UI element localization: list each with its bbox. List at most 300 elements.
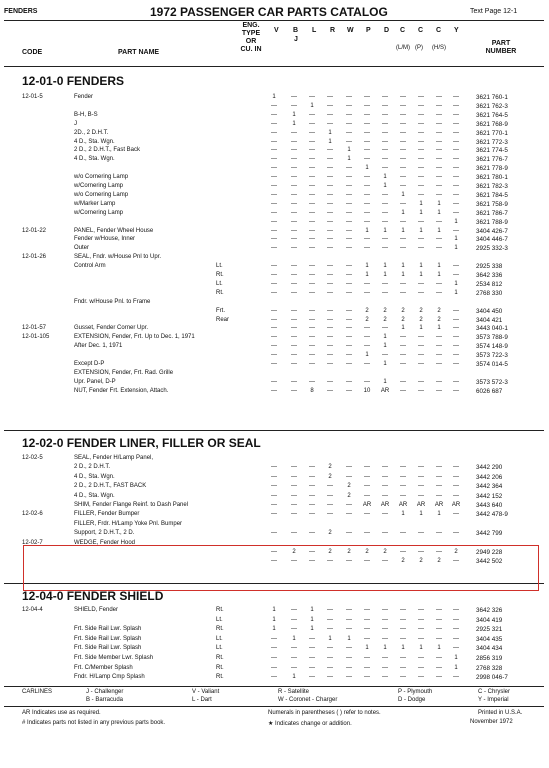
- row-carline-qty: —: [346, 645, 352, 652]
- row-carline-qty: —: [400, 616, 406, 623]
- row-carline-qty: —: [400, 102, 406, 109]
- row-carline-qty: —: [453, 307, 459, 314]
- row-carline-qty: —: [453, 473, 459, 480]
- row-carline-qty: 1: [292, 111, 296, 118]
- row-carline-qty: 2: [383, 307, 387, 314]
- row-carline-qty: —: [400, 129, 406, 136]
- row-part-number: 2534 812: [476, 280, 503, 288]
- row-carline-qty: —: [418, 174, 424, 181]
- row-carline-qty: —: [346, 272, 352, 278]
- row-carline-qty: —: [346, 325, 352, 332]
- row-carline-qty: —: [291, 387, 297, 394]
- row-carline-qty: 1: [454, 280, 458, 287]
- row-carline-qty: —: [418, 473, 424, 480]
- row-part-number: 3442 478-9: [476, 511, 508, 519]
- row-carline-qty: —: [418, 129, 424, 136]
- row-part-number: 3621 780-1: [476, 174, 508, 182]
- row-carline-qty: —: [309, 530, 315, 537]
- row-part-number: 3642 336: [476, 272, 503, 279]
- row-carline-qty: —: [327, 325, 333, 332]
- row-part-number: 3442 290: [476, 464, 503, 472]
- row-carline-qty: —: [453, 607, 459, 613]
- row-carline-qty: —: [453, 174, 459, 181]
- row-carline-qty: —: [327, 94, 333, 100]
- note-not-listed: # Indicates parts not listed in any previous parts book.: [22, 720, 166, 726]
- row-carline-qty: —: [309, 147, 315, 154]
- row-carline-qty: —: [418, 607, 424, 613]
- row-part-number: 3404 419: [476, 616, 503, 624]
- row-carline-qty: —: [382, 289, 388, 296]
- row-carline-qty: —: [346, 183, 352, 189]
- row-carline-qty: —: [327, 272, 333, 278]
- note-as-required: AR Indicates use as required.: [22, 710, 101, 716]
- row-carline-qty: —: [364, 94, 370, 100]
- row-carline-qty: —: [364, 111, 370, 118]
- row-part-name: EXTENSION, Fender, Frt. Up to Dec. 1, 1971: [74, 334, 195, 341]
- row-carline-qty: —: [309, 464, 315, 471]
- row-carline-qty: 1: [437, 227, 441, 234]
- row-carline-qty: 1: [272, 94, 276, 100]
- row-carline-qty: 1: [383, 272, 387, 278]
- col-c2: C: [418, 27, 424, 34]
- row-carline-qty: 1: [454, 245, 458, 252]
- row-carline-qty: —: [418, 245, 424, 252]
- row-carline-qty: —: [400, 655, 406, 661]
- row-carline-qty: —: [400, 473, 406, 480]
- row-carline-qty: —: [291, 334, 297, 341]
- page-number: Text Page 12-1: [470, 8, 518, 15]
- row-carline-qty: —: [309, 94, 315, 100]
- row-carline-qty: —: [418, 674, 424, 681]
- row-carline-qty: 2: [328, 530, 332, 537]
- row-carline-qty: —: [436, 174, 442, 181]
- row-carline-qty: —: [364, 361, 370, 367]
- row-carline-qty: —: [309, 549, 315, 555]
- row-carline-qty: —: [436, 387, 442, 394]
- row-carline-qty: —: [327, 263, 333, 270]
- row-carline-qty: —: [382, 138, 388, 145]
- row-carline-qty: —: [364, 183, 370, 189]
- row-carline-qty: —: [271, 334, 277, 341]
- row-carline-qty: —: [436, 165, 442, 172]
- row-side: Rt.: [216, 626, 224, 633]
- row-carline-qty: 1: [310, 616, 314, 623]
- row-carline-qty: —: [400, 138, 406, 145]
- row-part-number: 3574 148-9: [476, 343, 508, 351]
- row-carline-qty: —: [271, 209, 277, 216]
- row-carline-qty: —: [400, 218, 406, 225]
- row-carline-qty: 2: [419, 316, 423, 323]
- row-carline-qty: —: [291, 156, 297, 163]
- row-carline-qty: —: [453, 316, 459, 323]
- row-carline-qty: —: [309, 645, 315, 652]
- carlines-bottom-rule: [4, 706, 544, 707]
- row-carline-qty: 2: [419, 307, 423, 314]
- row-carline-qty: —: [271, 245, 277, 252]
- row-carline-qty: —: [436, 655, 442, 661]
- row-carline-qty: —: [436, 464, 442, 471]
- row-carline-qty: —: [382, 664, 388, 671]
- row-carline-qty: —: [291, 607, 297, 613]
- row-side: Rt.: [216, 655, 224, 661]
- row-carline-qty: 1: [292, 120, 296, 127]
- row-carline-qty: 1: [383, 343, 387, 350]
- row-carline-qty: —: [418, 361, 424, 367]
- row-carline-qty: —: [309, 664, 315, 671]
- row-carline-qty: 1: [437, 200, 441, 207]
- row-part-number: 3404 435: [476, 635, 503, 643]
- row-part-number: 3621 788-9: [476, 218, 508, 226]
- row-carline-qty: —: [291, 464, 297, 471]
- col-c1-sub: (L/M): [396, 45, 410, 51]
- row-carline-qty: —: [382, 674, 388, 681]
- row-carline-qty: 1: [401, 272, 405, 278]
- row-carline-qty: —: [418, 530, 424, 537]
- row-carline-qty: —: [436, 94, 442, 100]
- row-part-number: 3443 040-1: [476, 325, 508, 333]
- row-part-number: 2856 319: [476, 655, 503, 662]
- carline-barracuda: B - Barracuda: [86, 697, 124, 703]
- row-carline-qty: —: [453, 191, 459, 198]
- row-carline-qty: —: [382, 129, 388, 136]
- row-carline-qty: —: [418, 191, 424, 198]
- row-carline-qty: —: [382, 511, 388, 518]
- row-side: Lt.: [216, 263, 223, 270]
- row-carline-qty: —: [418, 289, 424, 296]
- row-carline-qty: —: [327, 334, 333, 341]
- row-carline-qty: —: [453, 558, 459, 565]
- row-carline-qty: 1: [272, 626, 276, 633]
- row-carline-qty: —: [436, 626, 442, 633]
- row-carline-qty: —: [400, 483, 406, 490]
- row-code: 12-01-26: [22, 254, 47, 261]
- col-code: CODE: [22, 49, 43, 56]
- row-carline-qty: —: [418, 94, 424, 100]
- row-carline-qty: —: [436, 138, 442, 145]
- row-carline-qty: —: [364, 174, 370, 181]
- row-carline-qty: —: [327, 607, 333, 613]
- row-carline-qty: —: [364, 664, 370, 671]
- row-carline-qty: —: [327, 483, 333, 490]
- page-title: 1972 PASSENGER CAR PARTS CATALOG: [150, 5, 388, 19]
- col-r: R: [330, 27, 336, 34]
- row-part-name: w/Cornering Lamp: [74, 209, 124, 216]
- row-carline-qty: —: [327, 645, 333, 652]
- row-carline-qty: —: [453, 334, 459, 341]
- row-carline-qty: 2: [328, 464, 332, 471]
- row-part-number: 3621 784-5: [476, 191, 508, 199]
- row-part-number: 2949 228: [476, 549, 503, 556]
- row-carline-qty: 2: [292, 549, 296, 555]
- row-carline-qty: 1: [419, 263, 423, 270]
- row-carline-qty: —: [364, 483, 370, 490]
- row-part-name: NUT, Fender Frt. Extension, Attach.: [74, 387, 169, 394]
- row-code: 12-01-57: [22, 325, 47, 332]
- row-carline-qty: —: [346, 289, 352, 296]
- row-carline-qty: 1: [383, 174, 387, 181]
- row-carline-qty: —: [327, 616, 333, 623]
- row-carline-qty: —: [382, 94, 388, 100]
- row-carline-qty: 2: [347, 483, 351, 490]
- row-carline-qty: —: [271, 227, 277, 234]
- row-part-name: Fender: [74, 94, 94, 100]
- row-carline-qty: —: [346, 209, 352, 216]
- row-part-number: 3442 502: [476, 558, 503, 566]
- row-carline-qty: —: [400, 280, 406, 287]
- row-carline-qty: —: [271, 361, 277, 367]
- row-carline-qty: —: [291, 645, 297, 652]
- header-rule: [4, 20, 544, 21]
- row-carline-qty: —: [327, 245, 333, 252]
- row-carline-qty: —: [418, 183, 424, 189]
- row-code: 12-01-105: [22, 334, 50, 341]
- row-carline-qty: —: [271, 236, 277, 243]
- row-carline-qty: —: [309, 558, 315, 565]
- row-carline-qty: 2: [383, 316, 387, 323]
- row-carline-qty: —: [327, 307, 333, 314]
- row-carline-qty: —: [364, 334, 370, 341]
- row-carline-qty: —: [453, 102, 459, 109]
- row-carline-qty: —: [346, 138, 352, 145]
- row-carline-qty: 1: [401, 191, 405, 198]
- row-carline-qty: —: [418, 120, 424, 127]
- row-carline-qty: 1: [365, 165, 369, 172]
- row-carline-qty: —: [271, 111, 277, 118]
- row-carline-qty: 1: [347, 635, 351, 642]
- row-carline-qty: —: [382, 473, 388, 480]
- row-carline-qty: —: [382, 607, 388, 613]
- row-carline-qty: 2: [365, 316, 369, 323]
- row-carline-qty: —: [309, 343, 315, 350]
- row-carline-qty: —: [400, 492, 406, 499]
- row-carline-qty: —: [291, 352, 297, 359]
- row-carline-qty: —: [418, 218, 424, 225]
- row-carline-qty: —: [309, 674, 315, 681]
- row-carline-qty: —: [436, 473, 442, 480]
- row-carline-qty: —: [400, 183, 406, 189]
- row-carline-qty: —: [291, 316, 297, 323]
- row-part-name: J: [74, 120, 77, 127]
- row-part-number: 3442 364: [476, 483, 503, 491]
- row-part-name: 2 D., 2 D.H.T., Fast Back: [74, 147, 141, 154]
- carlines-top-rule: [4, 686, 544, 687]
- row-carline-qty: —: [327, 227, 333, 234]
- row-carline-qty: —: [291, 492, 297, 499]
- row-carline-qty: —: [327, 626, 333, 633]
- row-carline-qty: 1: [454, 655, 458, 661]
- row-carline-qty: —: [436, 607, 442, 613]
- carline-challenger: J - Challenger: [86, 689, 124, 695]
- row-carline-qty: —: [271, 511, 277, 518]
- row-carline-qty: —: [436, 183, 442, 189]
- col-l: L: [312, 27, 317, 34]
- row-carline-qty: 2: [454, 549, 458, 555]
- row-carline-qty: —: [271, 473, 277, 480]
- row-carline-qty: —: [309, 316, 315, 323]
- col-eng-type: [233, 22, 269, 54]
- row-carline-qty: 1: [383, 263, 387, 270]
- row-carline-qty: —: [364, 530, 370, 537]
- row-part-number: 3574 014-5: [476, 361, 508, 368]
- row-carline-qty: 1: [365, 645, 369, 652]
- col-b: B: [293, 27, 299, 34]
- row-carline-qty: —: [291, 361, 297, 367]
- section-heading: 12-02-0 FENDER LINER, FILLER OR SEAL: [22, 436, 261, 450]
- row-code: 12-01-22: [22, 227, 47, 234]
- section-rule: [4, 430, 544, 431]
- printed-date: November 1972: [470, 719, 513, 725]
- row-carline-qty: —: [382, 245, 388, 252]
- row-carline-qty: —: [271, 325, 277, 332]
- row-carline-qty: —: [364, 138, 370, 145]
- row-carline-qty: —: [346, 174, 352, 181]
- row-part-name: EXTENSION, Fender, Frt. Rad. Grille: [74, 369, 174, 376]
- row-carline-qty: —: [346, 94, 352, 100]
- row-part-number: 3442 799: [476, 530, 503, 538]
- row-carline-qty: 1: [401, 511, 405, 518]
- row-carline-qty: —: [453, 674, 459, 681]
- row-carline-qty: 1: [272, 607, 276, 613]
- row-part-number: 3621 768-9: [476, 120, 508, 128]
- row-carline-qty: —: [364, 655, 370, 661]
- carline-chrysler: C - Chrysler: [478, 689, 511, 695]
- col-p: P: [366, 27, 371, 34]
- row-carline-qty: —: [346, 200, 352, 207]
- row-carline-qty: —: [291, 245, 297, 252]
- col-c3: C: [436, 27, 442, 34]
- row-carline-qty: —: [436, 616, 442, 623]
- row-carline-qty: —: [346, 245, 352, 252]
- row-carline-qty: —: [364, 102, 370, 109]
- row-carline-qty: —: [271, 102, 277, 109]
- col-b-sub: J: [294, 36, 298, 43]
- col-c3-sub: (H/S): [432, 45, 446, 51]
- row-side: Rt.: [216, 674, 224, 681]
- row-carline-qty: —: [309, 156, 315, 163]
- row-carline-qty: —: [346, 111, 352, 118]
- row-code: 12-02-5: [22, 455, 43, 461]
- row-carline-qty: —: [400, 245, 406, 252]
- row-side: Lt.: [216, 280, 223, 287]
- row-carline-qty: —: [382, 530, 388, 537]
- row-carline-qty: —: [436, 334, 442, 341]
- row-carline-qty: —: [309, 655, 315, 661]
- row-part-number: 3621 764-5: [476, 111, 508, 119]
- row-carline-qty: 1: [383, 334, 387, 341]
- row-carline-qty: 1: [310, 626, 314, 633]
- row-carline-qty: —: [291, 511, 297, 518]
- row-carline-qty: —: [346, 464, 352, 471]
- row-carline-qty: —: [364, 147, 370, 154]
- row-carline-qty: —: [453, 483, 459, 490]
- row-carline-qty: —: [346, 165, 352, 172]
- row-carline-qty: —: [382, 156, 388, 163]
- row-carline-qty: —: [291, 263, 297, 270]
- row-carline-qty: —: [291, 664, 297, 671]
- row-carline-qty: —: [364, 607, 370, 613]
- row-part-name: Frt. Side Rail Lwr. Splash: [74, 635, 142, 642]
- row-carline-qty: —: [291, 289, 297, 296]
- page-left-header: FENDERS: [4, 8, 38, 15]
- row-carline-qty: —: [418, 549, 424, 555]
- row-part-number: 3621 758-9: [476, 200, 508, 208]
- row-carline-qty: —: [309, 209, 315, 216]
- row-carline-qty: —: [346, 607, 352, 613]
- row-carline-qty: —: [382, 626, 388, 633]
- row-carline-qty: —: [436, 361, 442, 367]
- row-carline-qty: —: [309, 502, 315, 508]
- row-carline-qty: —: [382, 655, 388, 661]
- row-carline-qty: —: [291, 378, 297, 385]
- row-carline-qty: 1: [328, 138, 332, 145]
- row-carline-qty: 1: [419, 645, 423, 652]
- row-carline-qty: —: [291, 165, 297, 172]
- row-carline-qty: —: [309, 280, 315, 287]
- row-carline-qty: 2: [401, 316, 405, 323]
- row-carline-qty: —: [400, 626, 406, 633]
- row-carline-qty: 2: [437, 558, 441, 565]
- row-part-number: 6026 687: [476, 387, 503, 395]
- row-carline-qty: 1: [437, 645, 441, 652]
- row-carline-qty: —: [291, 147, 297, 154]
- row-carline-qty: —: [291, 138, 297, 145]
- row-carline-qty: —: [382, 352, 388, 359]
- row-carline-qty: —: [271, 464, 277, 471]
- row-carline-qty: —: [400, 378, 406, 385]
- row-carline-qty: —: [364, 511, 370, 518]
- row-carline-qty: —: [327, 147, 333, 154]
- row-part-number: 3642 326: [476, 607, 503, 614]
- row-carline-qty: —: [327, 558, 333, 565]
- row-carline-qty: —: [453, 200, 459, 207]
- row-carline-qty: AR: [380, 502, 390, 508]
- row-carline-qty: 1: [437, 209, 441, 216]
- row-part-number: 2925 338: [476, 263, 503, 271]
- row-carline-qty: —: [364, 325, 370, 332]
- row-carline-qty: —: [346, 674, 352, 681]
- row-carline-qty: —: [400, 674, 406, 681]
- row-carline-qty: —: [271, 174, 277, 181]
- row-carline-qty: —: [291, 325, 297, 332]
- row-carline-qty: —: [382, 209, 388, 216]
- row-part-number: 3404 434: [476, 645, 503, 653]
- row-part-name: 4 D., Sta. Wgn.: [74, 492, 115, 499]
- row-side: Rt.: [216, 289, 224, 296]
- row-carline-qty: —: [271, 352, 277, 359]
- row-carline-qty: —: [453, 209, 459, 216]
- row-carline-qty: —: [436, 147, 442, 154]
- row-carline-qty: —: [382, 616, 388, 623]
- row-carline-qty: 8: [310, 387, 314, 394]
- row-carline-qty: —: [436, 530, 442, 537]
- row-carline-qty: —: [309, 174, 315, 181]
- row-carline-qty: —: [364, 558, 370, 565]
- row-carline-qty: 1: [365, 227, 369, 234]
- carline-coronet: W - Coronet - Charger: [278, 697, 338, 703]
- row-carline-qty: —: [453, 616, 459, 623]
- row-carline-qty: —: [436, 236, 442, 243]
- row-carline-qty: —: [436, 129, 442, 136]
- row-carline-qty: —: [291, 272, 297, 278]
- row-carline-qty: —: [400, 352, 406, 359]
- row-carline-qty: —: [346, 664, 352, 671]
- row-carline-qty: —: [346, 473, 352, 480]
- row-carline-qty: —: [291, 227, 297, 234]
- row-carline-qty: —: [271, 502, 277, 508]
- row-carline-qty: 1: [383, 361, 387, 367]
- row-carline-qty: —: [418, 111, 424, 118]
- row-carline-qty: —: [453, 635, 459, 642]
